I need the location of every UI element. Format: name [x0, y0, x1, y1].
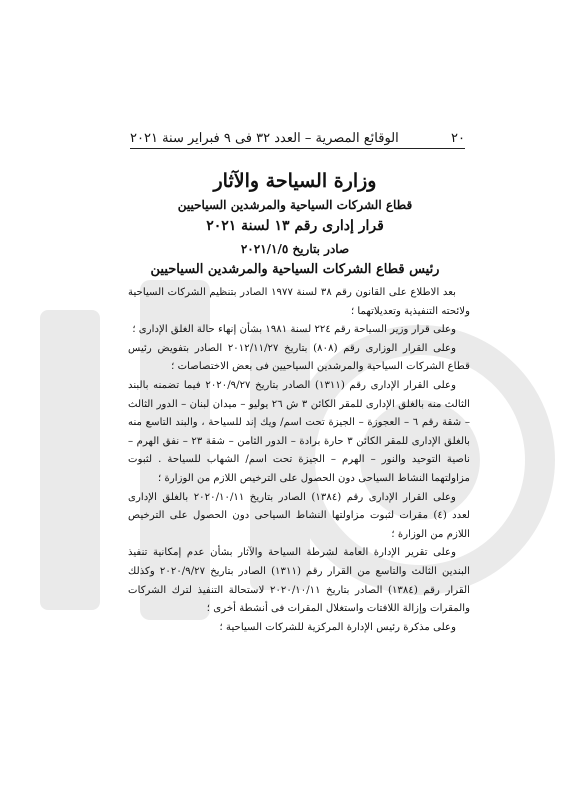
- issued-date: صادر بتاريخ ٢٠٢١/١/٥: [240, 242, 350, 256]
- paragraph: بعد الاطلاع على القانون رقم ٣٨ لسنة ١٩٧٧ الصادر بتنظيم الشركات السياحية ولائحته التنفيذية وتعديلاتهما ؛: [128, 287, 470, 317]
- chief-title: رئيس قطاع الشركات السياحية والمرشدين السياحيين: [150, 262, 440, 277]
- page-number: ٢٠: [451, 131, 465, 146]
- decision-body: [128, 284, 470, 637]
- decision-title: قرار إدارى رقم ١٣ لسنة ٢٠٢١: [206, 218, 384, 234]
- ministry-title: وزارة السياحة والآثار: [213, 170, 377, 192]
- paragraph: وعلى تقرير الإدارة العامة لشرطة السياحة والآثار بشأن عدم إمكانية تنفيذ البندين الثالث والتاسع من القرار رقم (١٣١١) الصادر بتاريخ ٢٠٢٠/٩/٢٧ وكذلك القرار رقم (١٣٨٤) الصادر بتاريخ ٢٠٢٠/١٠/١١ لاستحالة التنفيذ لترك الشركات والمقرات وإزالة اللافتات واستغلال المقرات فى أنشطة أخرى ؛: [128, 547, 470, 615]
- header-divider: [130, 148, 465, 149]
- paragraph: وعلى القرار الإدارى رقم (١٣٨٤) الصادر بتاريخ ٢٠٢٠/١٠/١١ بالغلق الإدارى لعدد (٤) مقرات لثبوت مزاولتها النشاط السياحى دون الحصول على الترخيص اللازم من الوزارة ؛: [128, 491, 470, 540]
- page-header: [130, 124, 465, 146]
- paragraph: وعلى القرار الإدارى رقم (١٣١١) الصادر بتاريخ ٢٠٢٠/٩/٢٧ فيما تضمنه بالبند الثالث منه بالغلق الإدارى للمقر الكائن ٣ ش ٢٦ يوليو – ميدان لبنان – الدور الثالث – شقة رقم ٦ – العجوزة – الجيزة تحت اسم/ ويك إند للسياحة ، والبند التاسع منه بالغلق الإدارى للمقر الكائن ٣ حارة برادة – الدور الثامن – شقة ٢٣ – نفق الهرم – ناصية التوحيد والنور – الهرم – الجيزة تحت اسم/ الشهاب للسياحة . لثبوت مزاولتهما النشاط السياحى دون الحصول على الترخيص اللازم من الوزارة ؛: [128, 379, 471, 484]
- sector-name: قطاع الشركات السياحية والمرشدين السياحيين: [177, 198, 413, 212]
- paragraph: وعلى مذكرة رئيس الإدارة المركزية للشركات السياحية ؛: [219, 621, 456, 633]
- publication-line: الوقائع المصرية – العدد ٣٢ فى ٩ فبراير سنة ٢٠٢١: [130, 131, 399, 146]
- paragraph: وعلى القرار الوزارى رقم (٨٠٨) بتاريخ ٢٠١٢/١١/٢٧ الصادر بتفويض رئيس قطاع الشركات السياحية والمرشدين السياحيين فى بعض الاختصاصات ؛: [128, 342, 470, 373]
- paragraph: وعلى قرار وزير السياحة رقم ٢٢٤ لسنة ١٩٨١ بشأن إنهاء حالة الغلق الإدارى ؛: [132, 324, 456, 336]
